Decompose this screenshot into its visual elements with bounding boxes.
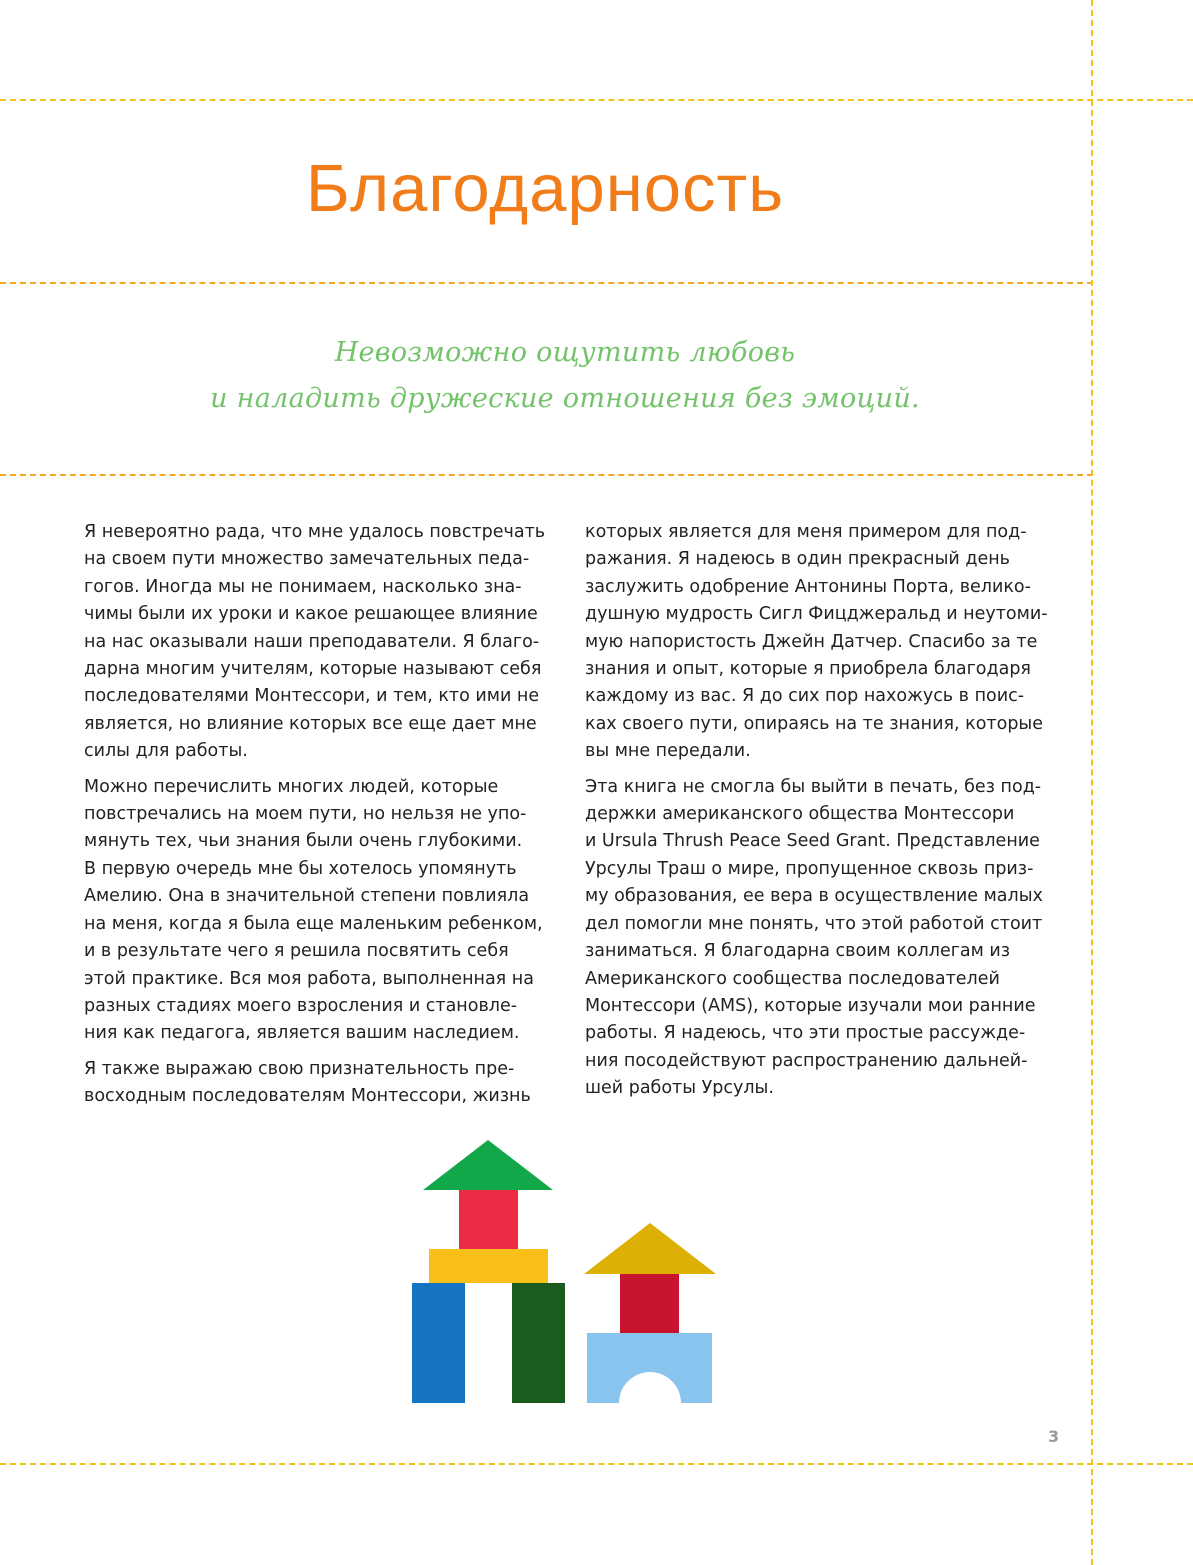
dark-green-pillar-block: [512, 1283, 565, 1403]
text-line: вы мне передали.: [585, 741, 751, 762]
text-line: му образования, ее вера в осуществление малых: [585, 886, 1043, 907]
page-number: 3: [1048, 1427, 1060, 1446]
text-line: на нас оказывали наши преподаватели. Я благо-: [84, 631, 540, 652]
text-line: шей работы Урсулы.: [585, 1078, 774, 1099]
text-line: разных стадиях моего взросления и становле-: [84, 995, 518, 1016]
epigraph-line-2: и наладить дружеские отношения без эмоций.: [210, 383, 920, 414]
text-line: последователями Монтессори, и тем, кто ими не: [84, 686, 540, 707]
text-line: заслужить одобрение Антонины Порта, велико-: [585, 576, 1031, 597]
text-line: знания и опыт, которые я приобрела благодаря: [585, 659, 1031, 680]
text-line: В первую очередь мне бы хотелось упомянуть: [84, 858, 517, 879]
text-line: гогов. Иногда мы не понимаем, насколько зна-: [84, 576, 522, 597]
text-line: силы для работы.: [84, 741, 248, 762]
text-line: заниматься. Я благодарна своим коллегам из: [585, 941, 1011, 962]
text-line: на своем пути множество замечательных педа-: [84, 549, 530, 570]
light-blue-arch-block: [587, 1333, 712, 1403]
crimson-block: [620, 1274, 679, 1333]
text-line: повстречались на моем пути, но нельзя не упо-: [84, 804, 527, 825]
text-line: на меня, когда я была еще маленьким ребенком,: [84, 913, 543, 934]
text-line: дарна многим учителям, которые называют себя: [84, 659, 542, 680]
text-line: ках своего пути, опираясь на те знания, которые: [585, 713, 1044, 734]
blue-pillar-block: [412, 1283, 465, 1403]
text-line: душную мудрость Сигл Фицджеральд и неутоми-: [585, 604, 1048, 625]
green-roof-block: [423, 1140, 553, 1190]
text-line: Американского сообщества последователей: [585, 968, 1000, 989]
text-line: и Ursula Thrush Peace Seed Grant. Представление: [585, 831, 1040, 852]
text-line: Я невероятно рада, что мне удалось повстречать: [84, 522, 546, 542]
page-title: Благодарность: [305, 151, 785, 226]
text-line: Амелию. Она в значительной степени повлияла: [84, 886, 530, 907]
text-line: Я также выражаю свою признательность пре-: [84, 1058, 515, 1079]
text-line: держки американского общества Монтессори: [585, 804, 1015, 825]
text-line: Урсулы Траш о мире, пропущенное сквозь приз-: [585, 858, 1034, 879]
text-line: и в результате чего я решила посвятить себя: [84, 941, 509, 962]
text-line: ражания. Я надеюсь в один прекрасный день: [585, 549, 1010, 570]
text-line: мянуть тех, чьи знания были очень глубокими.: [84, 831, 523, 852]
text-line: ния посодействуют распространению дальней-: [585, 1050, 1028, 1071]
red-block: [459, 1190, 518, 1249]
text-line: является, но влияние которых все еще дает мне: [84, 713, 537, 734]
text-line: дел помогли мне понять, что этой работой стоит: [585, 913, 1043, 934]
text-line: ния как педагога, является вашим наследием.: [84, 1023, 520, 1044]
text-line: восходным последователям Монтессори, жизнь: [84, 1086, 531, 1107]
text-line: которых является для меня примером для под-: [585, 522, 1027, 542]
text-line: чимы были их уроки и какое решающее влияние: [84, 604, 538, 625]
text-line: работы. Я надеюсь, что эти простые рассужде-: [585, 1023, 1026, 1044]
text-line: каждому из вас. Я до сих пор нахожусь в поис-: [585, 686, 1025, 707]
text-line: Можно перечислить многих людей, которые: [84, 776, 499, 797]
mustard-roof-block: [584, 1223, 716, 1274]
text-line: этой практике. Вся моя работа, выполненная на: [84, 968, 534, 989]
yellow-beam-block: [429, 1249, 548, 1283]
text-line: Монтессори (AMS), которые изучали мои ранние: [585, 995, 1036, 1016]
text-line: Эта книга не смогла бы выйти в печать, без под-: [585, 776, 1042, 797]
text-line: мую напористость Джейн Датчер. Спасибо за те: [585, 631, 1038, 652]
epigraph-line-1: Невозможно ощутить любовь: [334, 337, 796, 368]
